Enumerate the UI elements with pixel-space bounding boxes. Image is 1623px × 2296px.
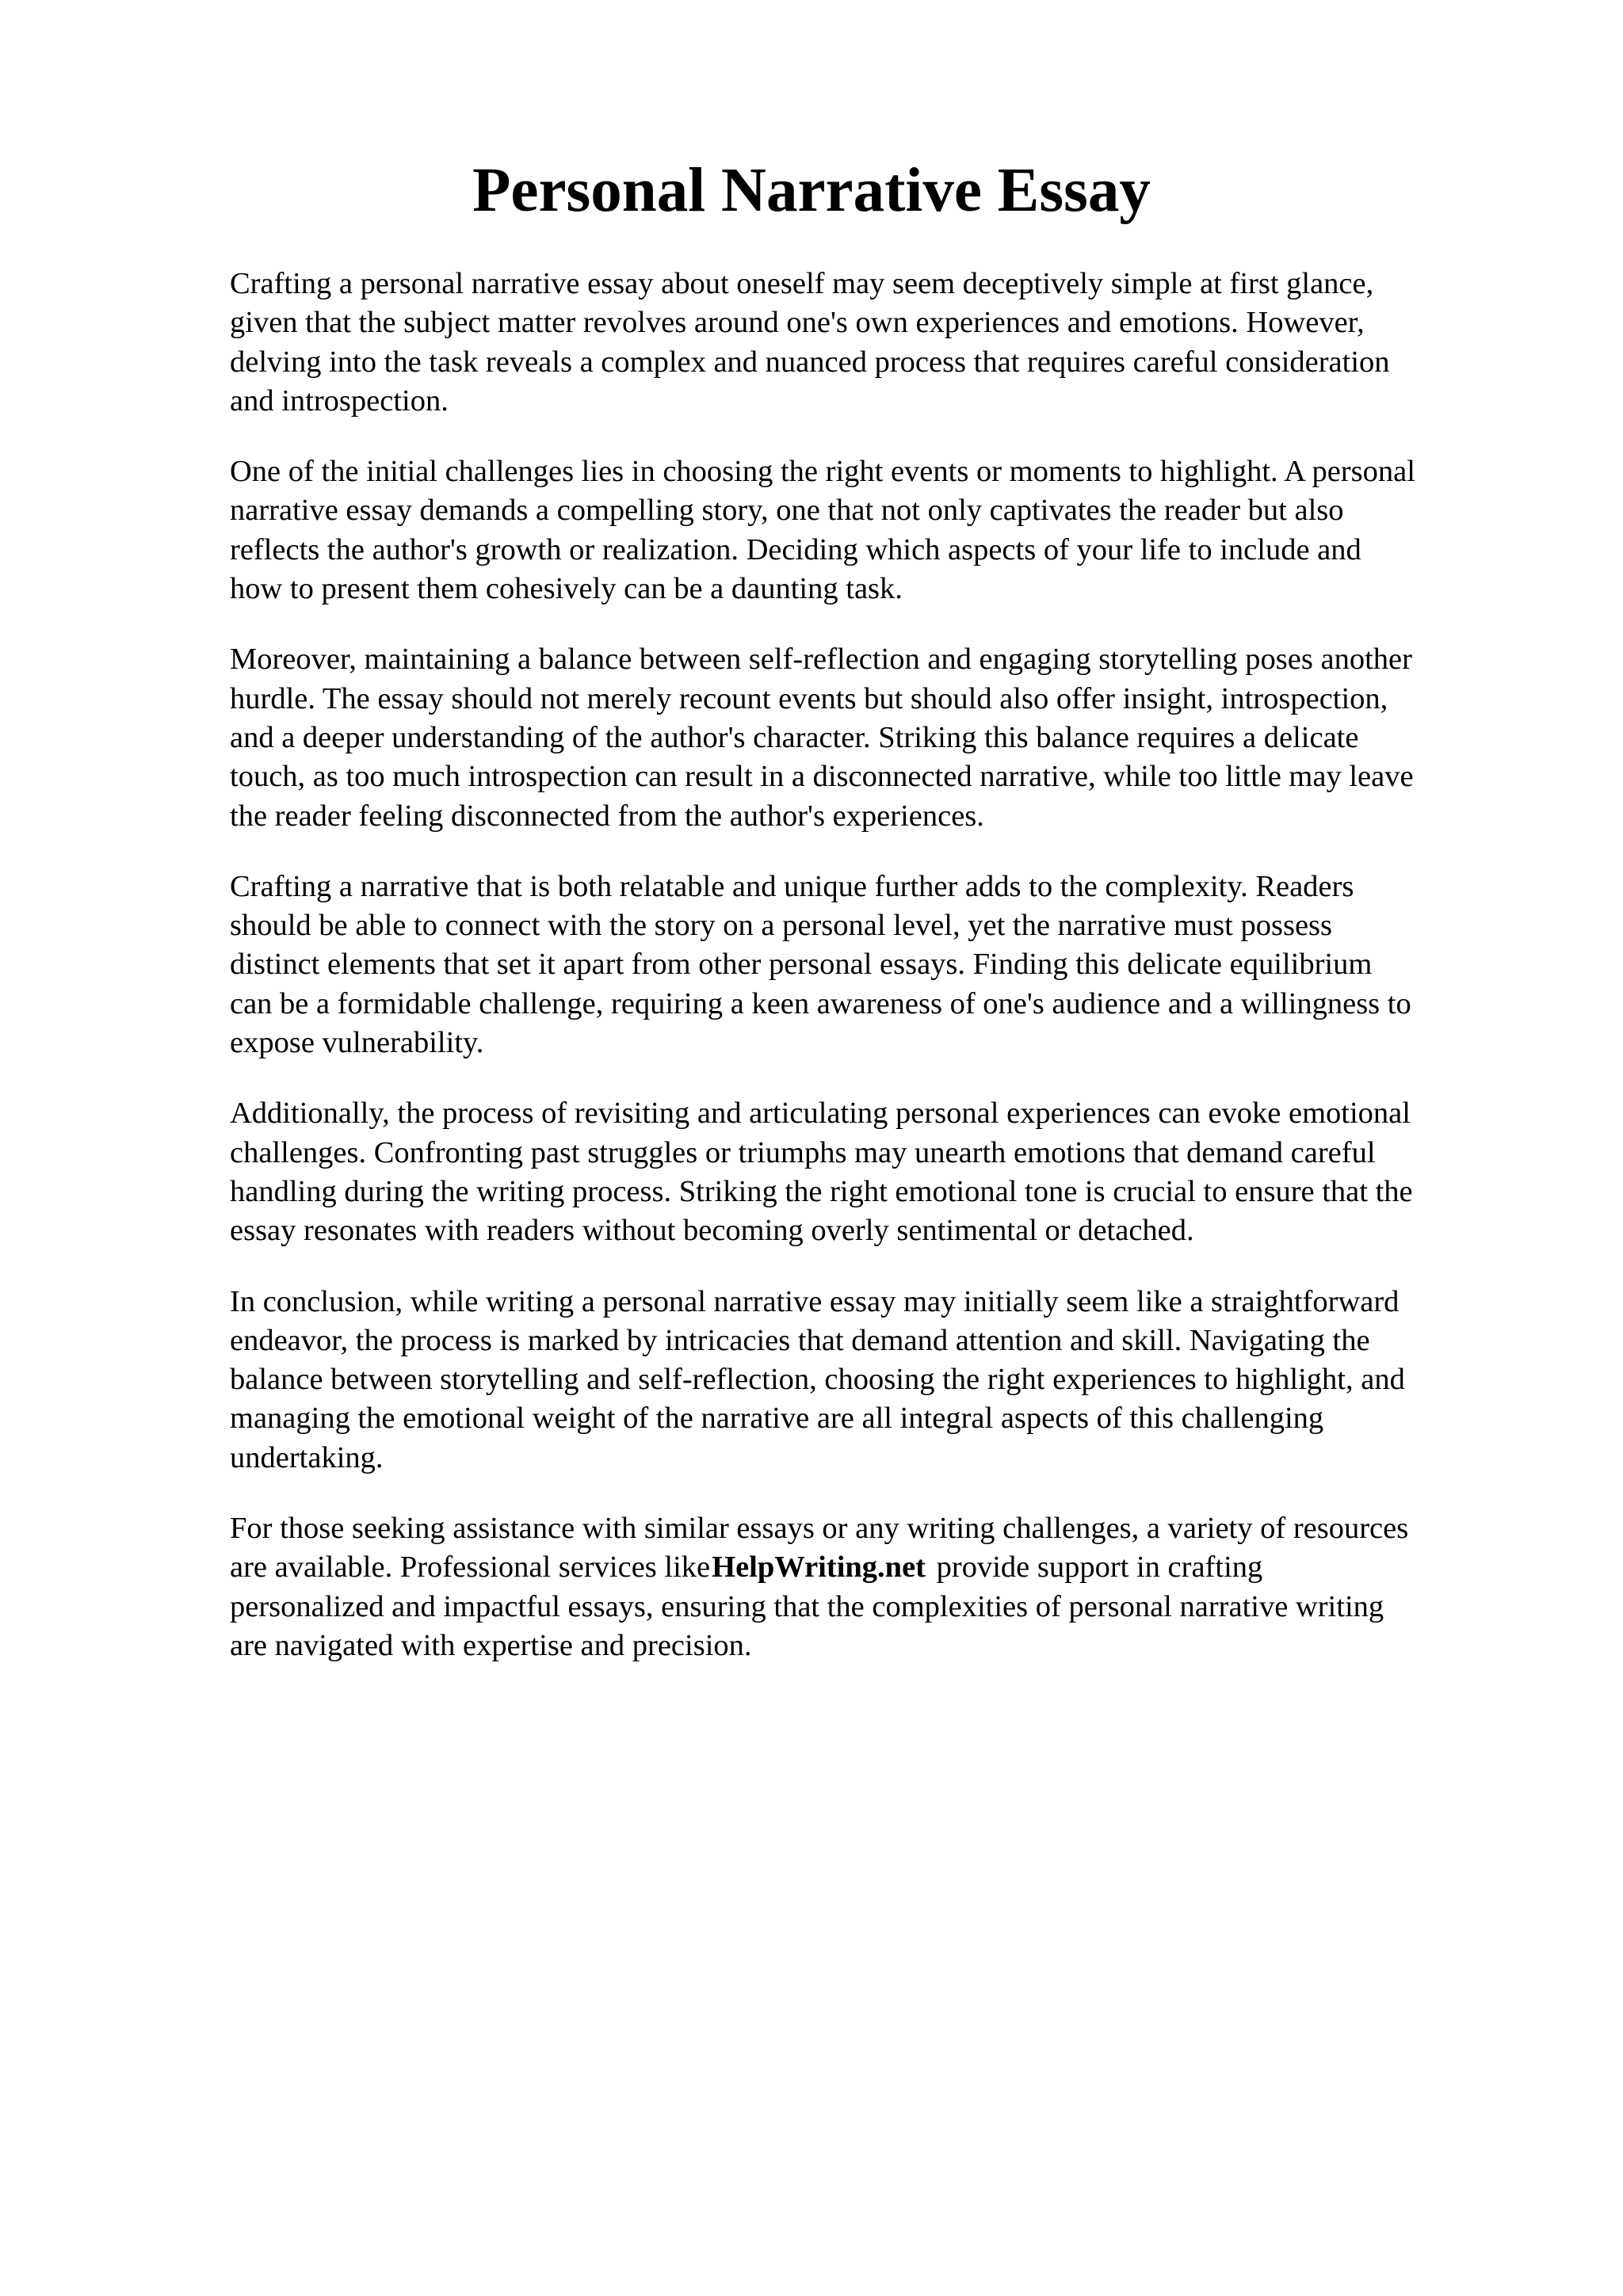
text-line: how to present them cohesively can be a daunting task. [230, 572, 903, 606]
text-line: challenges. Confronting past struggles or triumphs may unearth emotions that demand careful [230, 1135, 1376, 1169]
paragraph-5 [230, 1094, 1522, 1250]
text-line: should be able to connect with the story on a personal level, yet the narrative must possess [230, 909, 1333, 943]
text-line-with-brand [230, 1548, 1522, 1587]
text-line: can be a formidable challenge, requiring a keen awareness of one's audience and a willingness to [230, 986, 1411, 1020]
text-line: are navigated with expertise and precision. [230, 1628, 752, 1662]
text-line: distinct elements that set it apart from other personal essays. Finding this delicate equilibrium [230, 948, 1373, 982]
text-line: handling during the writing process. Striking the right emotional tone is crucial to ensure that the [230, 1174, 1413, 1208]
text-line: Crafting a narrative that is both relatable and unique further adds to the complexity. Readers [230, 869, 1354, 903]
paragraph-3 [230, 640, 1522, 835]
text-line: reflects the author's growth or realization. Deciding which aspects of your life to include and [230, 532, 1361, 566]
text-line: undertaking. [230, 1440, 384, 1474]
paragraph-4 [230, 868, 1522, 1062]
text-line: and introspection. [230, 383, 449, 418]
paragraph-7 [230, 1509, 1522, 1665]
text-line: personalized and impactful essays, ensuring that the complexities of personal narrative writing [230, 1589, 1384, 1623]
brand-link[interactable]: HelpWriting.net [712, 1550, 926, 1585]
text-line: essay resonates with readers without becoming overly sentimental or detached. [230, 1214, 1194, 1248]
text-line: managing the emotional weight of the narrative are all integral aspects of this challenging [230, 1402, 1324, 1436]
text-line: endeavor, the process is marked by intricacies that demand attention and skill. Navigating the [230, 1323, 1370, 1357]
text-line: Additionally, the process of revisiting and articulating personal experiences can evoke emotional [230, 1097, 1411, 1131]
text-line: In conclusion, while writing a personal narrative essay may initially seem like a straightforward [230, 1284, 1400, 1318]
text-line: Crafting a personal narrative essay about oneself may seem deceptively simple at first glance, [230, 267, 1374, 300]
text-line: For those seeking assistance with similar essays or any writing challenges, a variety of resources [230, 1512, 1409, 1546]
text-line: hurdle. The essay should not merely recount events but should also offer insight, introspection, [230, 681, 1388, 715]
text-segment: are available. Professional services like [230, 1550, 711, 1585]
text-line: One of the initial challenges lies in choosing the right events or moments to highlight. A personal [230, 455, 1415, 489]
text-line: Moreover, maintaining a balance between self-reflection and engaging storytelling poses another [230, 643, 1412, 677]
text-line: expose vulnerability. [230, 1026, 484, 1060]
paragraph-2 [230, 452, 1522, 608]
text-line: the reader feeling disconnected from the author's experiences. [230, 799, 984, 833]
essay-body [230, 265, 1522, 1697]
text-line: balance between storytelling and self-reflection, choosing the right experiences to highlight, and [230, 1363, 1405, 1397]
page-title: Personal Narrative Essay [472, 156, 1151, 225]
paragraph-1 [230, 265, 1522, 421]
text-line: narrative essay demands a compelling story, one that not only captivates the reader but also [230, 494, 1344, 528]
paragraph-6 [230, 1283, 1522, 1478]
text-line: given that the subject matter revolves around one's own experiences and emotions. However, [230, 306, 1365, 340]
text-line: and a deeper understanding of the author's character. Striking this balance requires a delicate [230, 720, 1359, 754]
text-line: delving into the task reveals a complex and nuanced process that requires careful consideration [230, 345, 1390, 379]
text-line: touch, as too much introspection can result in a disconnected narrative, while too little may leave [230, 760, 1414, 794]
text-segment: provide support in crafting [936, 1550, 1263, 1585]
